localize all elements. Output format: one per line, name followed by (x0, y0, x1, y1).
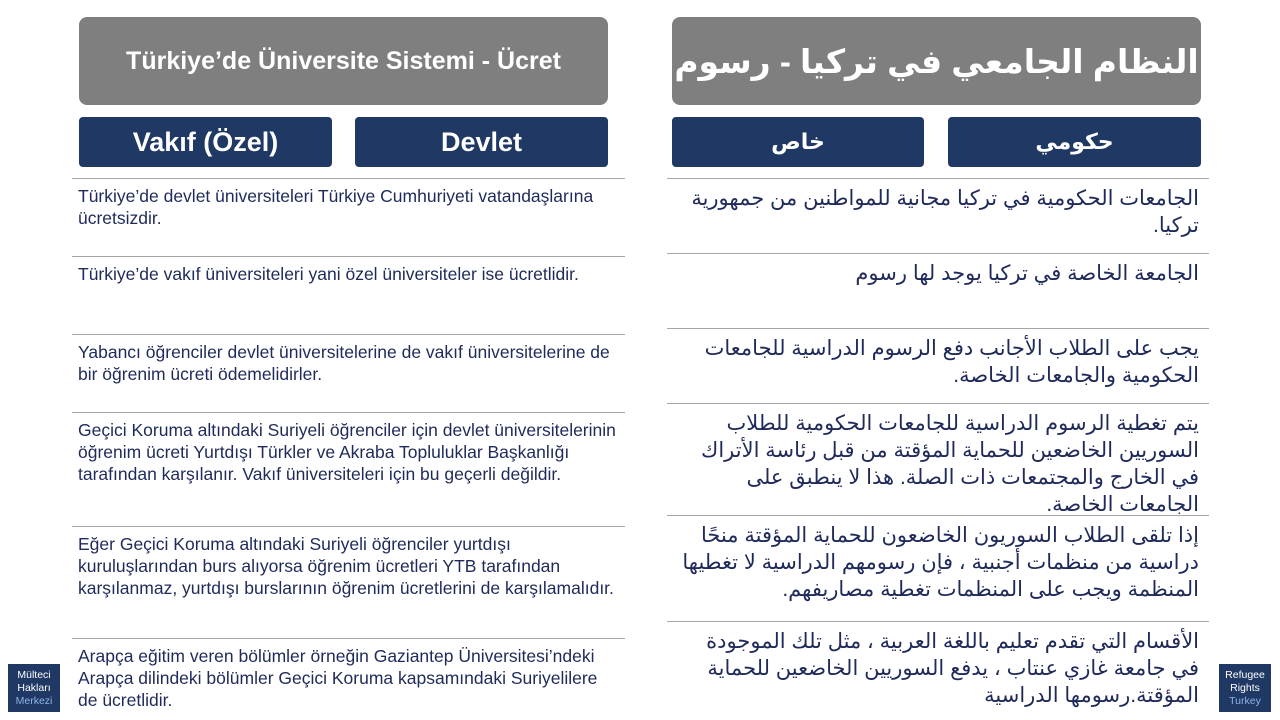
turkish-row-text: Arapça eğitim veren bölümler örneğin Gaziantep Üniversitesi’ndeki Arapça dilindeki bölümler Geçici Koruma kapsamındaki Suriyelilere de ücretlidir. (78, 646, 598, 710)
arabic-row-3 (667, 328, 1209, 403)
logo-line: Hakları (17, 681, 51, 694)
turkish-row-text: Türkiye’de devlet üniversiteleri Türkiye Cumhuriyeti vatandaşlarına ücretsizdir. (78, 186, 594, 228)
turkish-title: Türkiye’de Üniversite Sistemi - Ücret (126, 46, 561, 75)
arabic-row-text: إذا تلقى الطلاب السوريون الخاضعون للحماية المؤقتة منحًا دراسية من منظمات أجنبية ، فإن رسومهم الدراسية لا تغطيها المنظمة ويجب على المنظمات تغطية مصاريفهم. (682, 524, 1199, 601)
multeci-haklari-logo (8, 664, 60, 712)
tab-khas-label: خاص (771, 129, 825, 154)
arabic-row-5 (667, 515, 1209, 621)
arabic-row-text: يجب على الطلاب الأجانب دفع الرسوم الدراسية للجامعات الحكومية والجامعات الخاصة. (704, 337, 1199, 387)
tab-hukumi[interactable] (948, 117, 1201, 167)
arabic-row-text: الجامعة الخاصة في تركيا يوجد لها رسوم (855, 262, 1199, 285)
tab-hukumi-label: حكومي (1035, 129, 1114, 154)
turkish-row-6 (72, 638, 625, 720)
logo-line: Mülteci (17, 668, 51, 681)
turkish-row-1 (72, 178, 625, 256)
turkish-row-3 (72, 334, 625, 412)
arabic-row-1 (667, 178, 1209, 253)
turkish-row-text: Eğer Geçici Koruma altındaki Suriyeli öğrenciler yurtdışı kuruluşlarından burs alıyorsa öğrenim ücretleri YTB tarafından karşılanmaz, yurtdışı burslarının öğrenim ücretlerini de karşılamalıdır. (78, 534, 614, 598)
logo-line: Merkezi (15, 694, 53, 707)
arabic-row-4 (667, 403, 1209, 515)
turkish-title-banner (79, 17, 608, 105)
turkish-row-4 (72, 412, 625, 526)
arabic-title-banner (672, 17, 1201, 105)
turkish-row-text: Türkiye’de vakıf üniversiteleri yani özel üniversiteler ise ücretlidir. (78, 264, 579, 284)
turkish-row-2 (72, 256, 625, 334)
arabic-row-text: يتم تغطية الرسوم الدراسية للجامعات الحكومية للطلاب السوريين الخاضعين للحماية المؤقتة من قبل رئاسة الأتراك في الخارج والمجتمعات ذات الصلة. هذا لا ينطبق على الجامعات الخاصة. (701, 412, 1199, 515)
tab-vakif-label: Vakıf (Özel) (132, 126, 279, 157)
tab-khas[interactable] (672, 117, 924, 167)
arabic-row-2 (667, 253, 1209, 328)
arabic-row-text: الجامعات الحكومية في تركيا مجانية للمواطنين من جمهورية تركيا. (691, 187, 1199, 237)
logo-line: Turkey (1229, 694, 1261, 707)
logo-line: Refugee (1225, 668, 1265, 681)
turkish-row-text: Yabancı öğrenciler devlet üniversitelerine de vakıf üniversitelerine de bir öğrenim ücreti ödemelidirler. (78, 342, 610, 384)
arabic-row-text: الأقسام التي تقدم تعليم باللغة العربية ، مثل تلك الموجودة في جامعة غازي عنتاب ، يدفع السوريين الخاضعين للحماية المؤقتة.رسومها الدراسية (706, 630, 1199, 707)
logo-line: Rights (1230, 681, 1260, 694)
tab-devlet[interactable] (355, 117, 608, 167)
turkish-row-5 (72, 526, 625, 638)
refugee-rights-logo (1219, 664, 1271, 712)
arabic-title: النظام الجامعي في تركيا - رسوم (674, 42, 1199, 80)
tab-vakif[interactable] (79, 117, 332, 167)
turkish-row-text: Geçici Koruma altındaki Suriyeli öğrenciler için devlet üniversitelerinin öğrenim ücreti Yurtdışı Türkler ve Akraba Topluluklar Başkanlığı tarafından karşılanır. Vakıf üniversiteleri için bu geçerli değildir. (78, 420, 616, 484)
arabic-row-6 (667, 621, 1209, 720)
tab-devlet-label: Devlet (440, 126, 523, 157)
